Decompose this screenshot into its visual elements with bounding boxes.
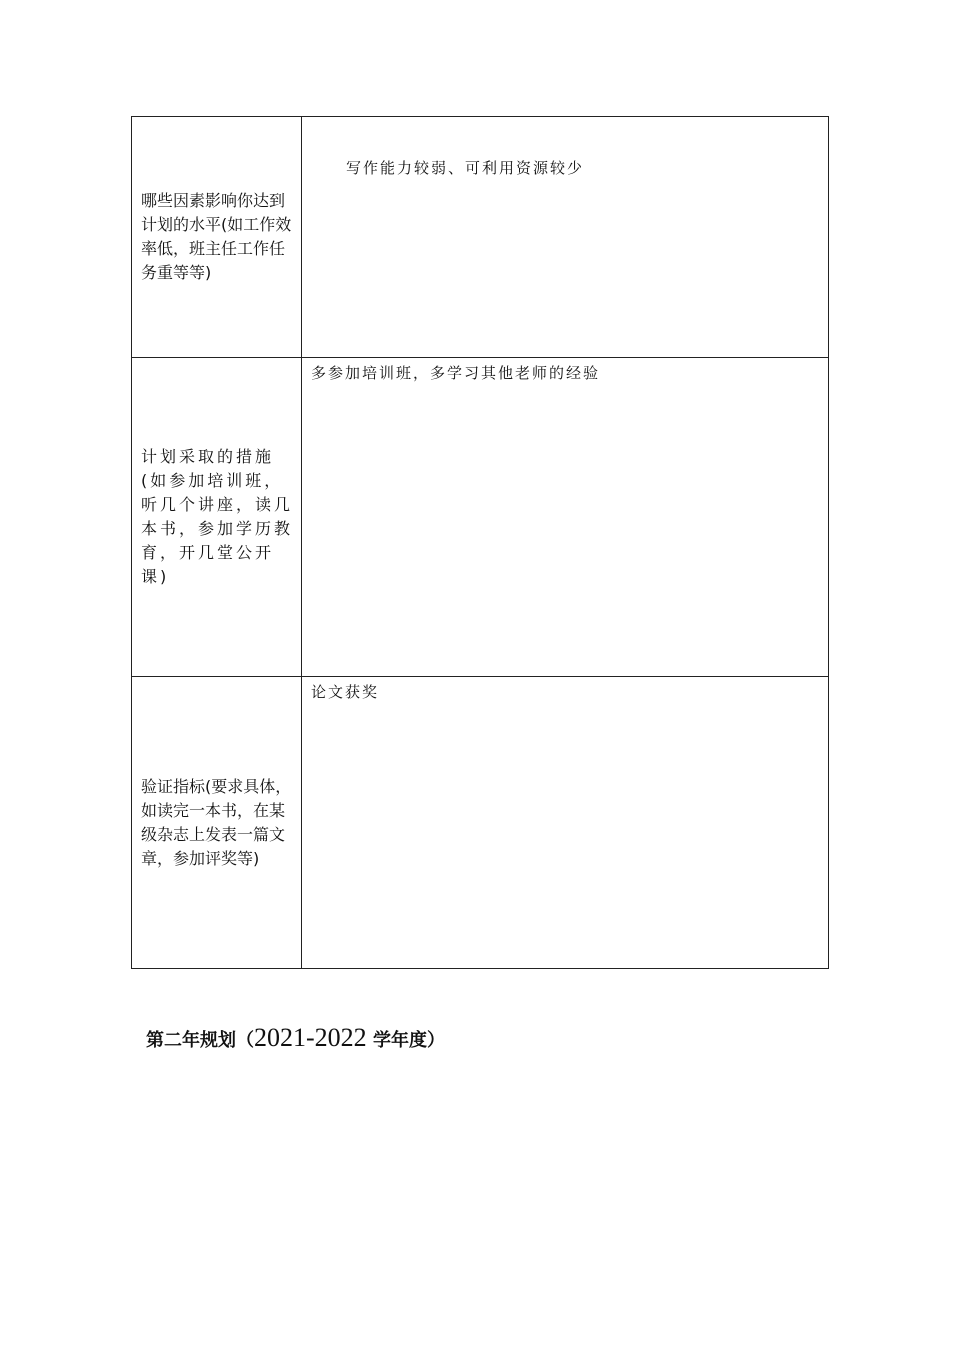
section-title (146, 1022, 445, 1057)
section-title-years: 2021-2022 (254, 1023, 367, 1052)
table-row (132, 677, 829, 969)
row-label: 哪些因素影响你达到计划的水平(如工作效率低，班主任工作任务重等等) (132, 117, 302, 358)
plan-table (131, 116, 829, 969)
section-title-suffix: 学年度） (366, 1030, 445, 1051)
row-label: 验证指标(要求具体，如读完一本书，在某级杂志上发表一篇文章，参加评奖等) (132, 677, 302, 969)
section-title-prefix: 第二年规划（ (146, 1030, 254, 1051)
row-content-cell (302, 358, 829, 677)
row-content-cell (302, 677, 829, 969)
table-row (132, 117, 829, 358)
row-content: 论文获奖 (311, 683, 380, 701)
row-content: 写作能力较弱、可利用资源较少 (346, 159, 585, 177)
row-label: 计划采取的措施(如参加培训班，听几个讲座，读几本书，参加学历教育，开几堂公开课) (132, 358, 302, 677)
row-content-cell (302, 117, 829, 358)
row-content: 多参加培训班，多学习其他老师的经验 (311, 364, 601, 382)
table-row (132, 358, 829, 677)
